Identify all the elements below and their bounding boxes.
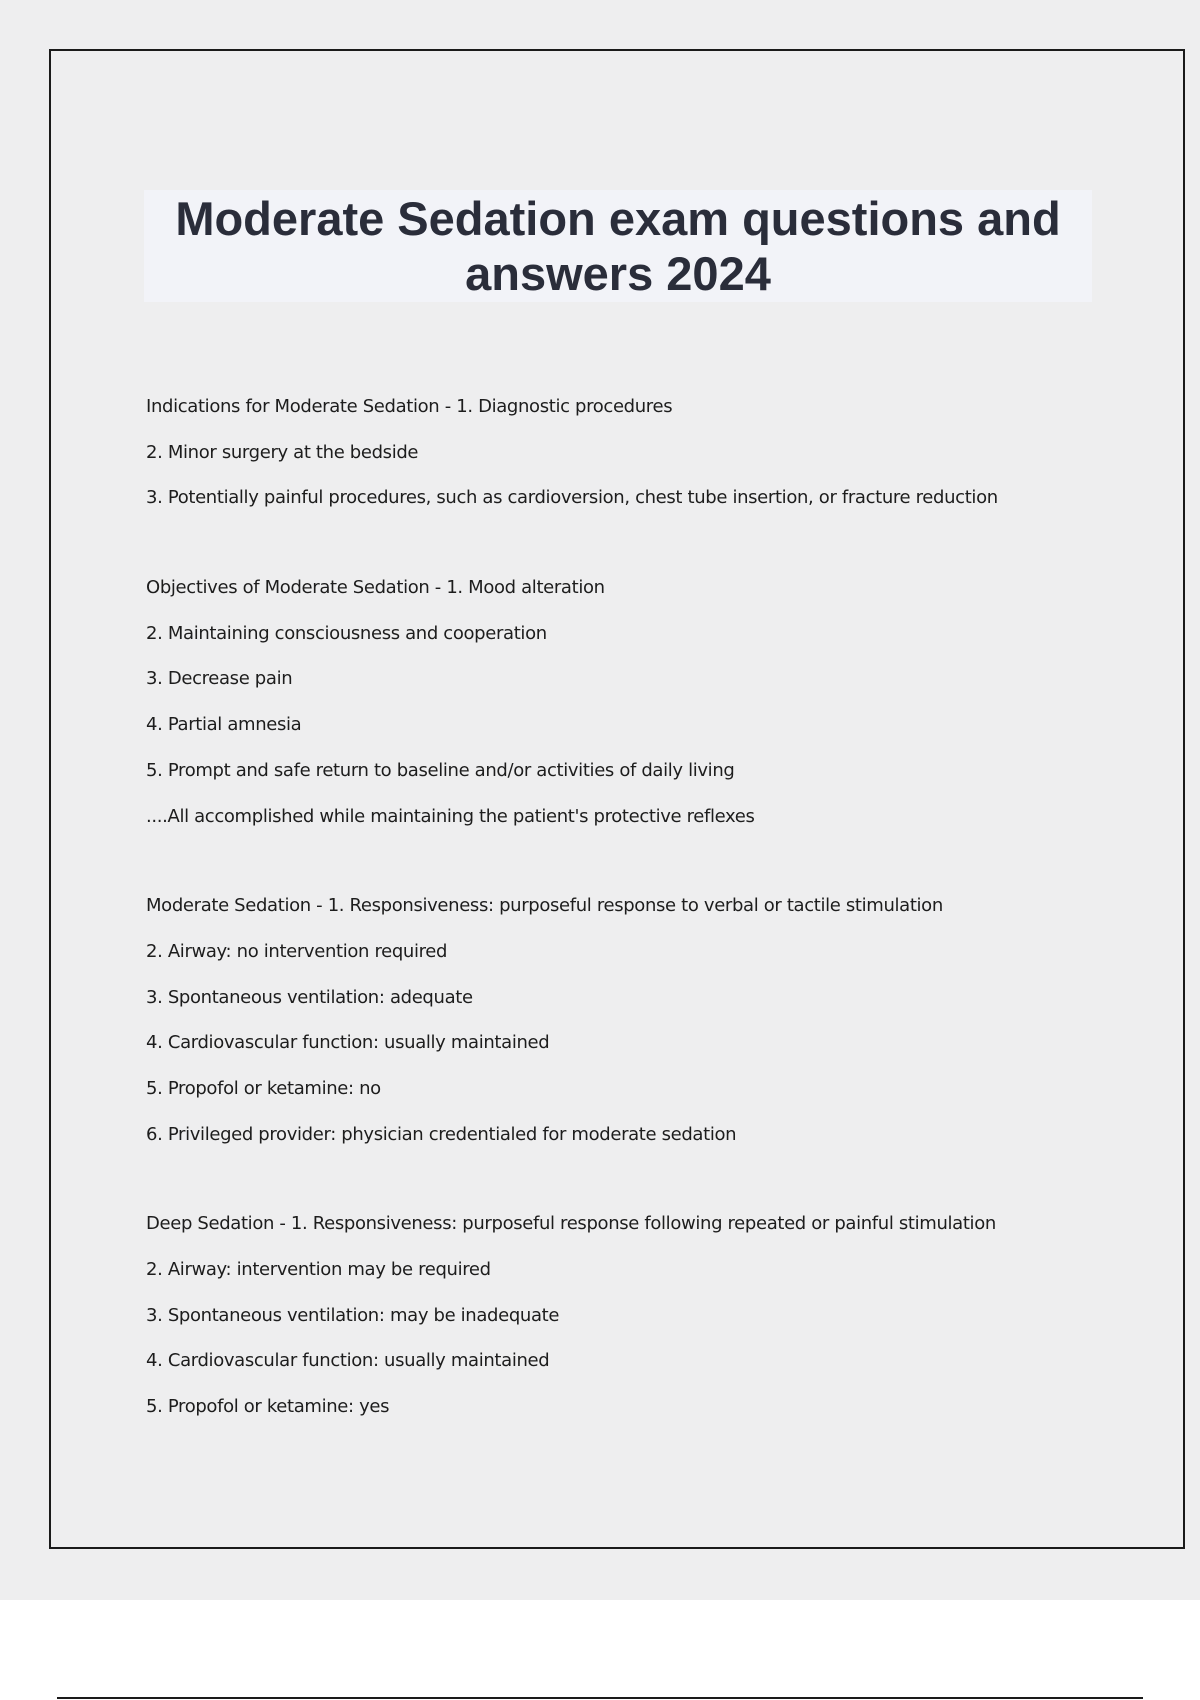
qa-line: Objectives of Moderate Sedation - 1. Mood alteration <box>146 577 605 599</box>
qa-line: 6. Privileged provider: physician credentialed for moderate sedation <box>146 1123 737 1145</box>
section-objectives <box>146 573 1096 847</box>
qa-line: 2. Airway: intervention may be required <box>146 1259 491 1280</box>
document-title: Moderate Sedation exam questions and answers 2024 <box>175 192 1061 300</box>
section-deep-sedation <box>146 1209 1096 1437</box>
qa-line: 3. Spontaneous ventilation: may be inadequate <box>146 1304 560 1326</box>
document-content <box>146 392 1096 1482</box>
qa-line: 5. Propofol or ketamine: yes <box>146 1396 390 1418</box>
qa-line: 5. Prompt and safe return to baseline and/or activities of daily living <box>146 759 735 781</box>
qa-line: Moderate Sedation - 1. Responsiveness: purposeful response to verbal or tactile stimulation <box>146 895 943 917</box>
qa-line: 4. Cardiovascular function: usually maintained <box>146 1350 550 1372</box>
title-box <box>144 190 1092 302</box>
section-moderate-sedation <box>146 891 1096 1165</box>
qa-line: ....All accomplished while maintaining the patient's protective reflexes <box>146 805 755 827</box>
footer-divider <box>57 1697 1143 1699</box>
qa-line: 4. Partial amnesia <box>146 714 302 736</box>
qa-line: 3. Spontaneous ventilation: adequate <box>146 986 473 1008</box>
section-indications <box>146 392 1096 529</box>
qa-line: Deep Sedation - 1. Responsiveness: purposeful response following repeated or painful stimulation <box>146 1213 996 1235</box>
qa-line: 4. Cardiovascular function: usually maintained <box>146 1032 550 1054</box>
qa-line: 2. Maintaining consciousness and cooperation <box>146 622 547 644</box>
qa-line: 3. Decrease pain <box>146 668 293 690</box>
qa-line: 3. Potentially painful procedures, such as cardioversion, chest tube insertion, or fracture reduction <box>146 487 998 509</box>
qa-line: Indications for Moderate Sedation - 1. Diagnostic procedures <box>146 396 673 417</box>
qa-line: 2. Airway: no intervention required <box>146 940 448 962</box>
qa-line: 2. Minor surgery at the bedside <box>146 441 419 463</box>
qa-line: 5. Propofol or ketamine: no <box>146 1077 381 1099</box>
